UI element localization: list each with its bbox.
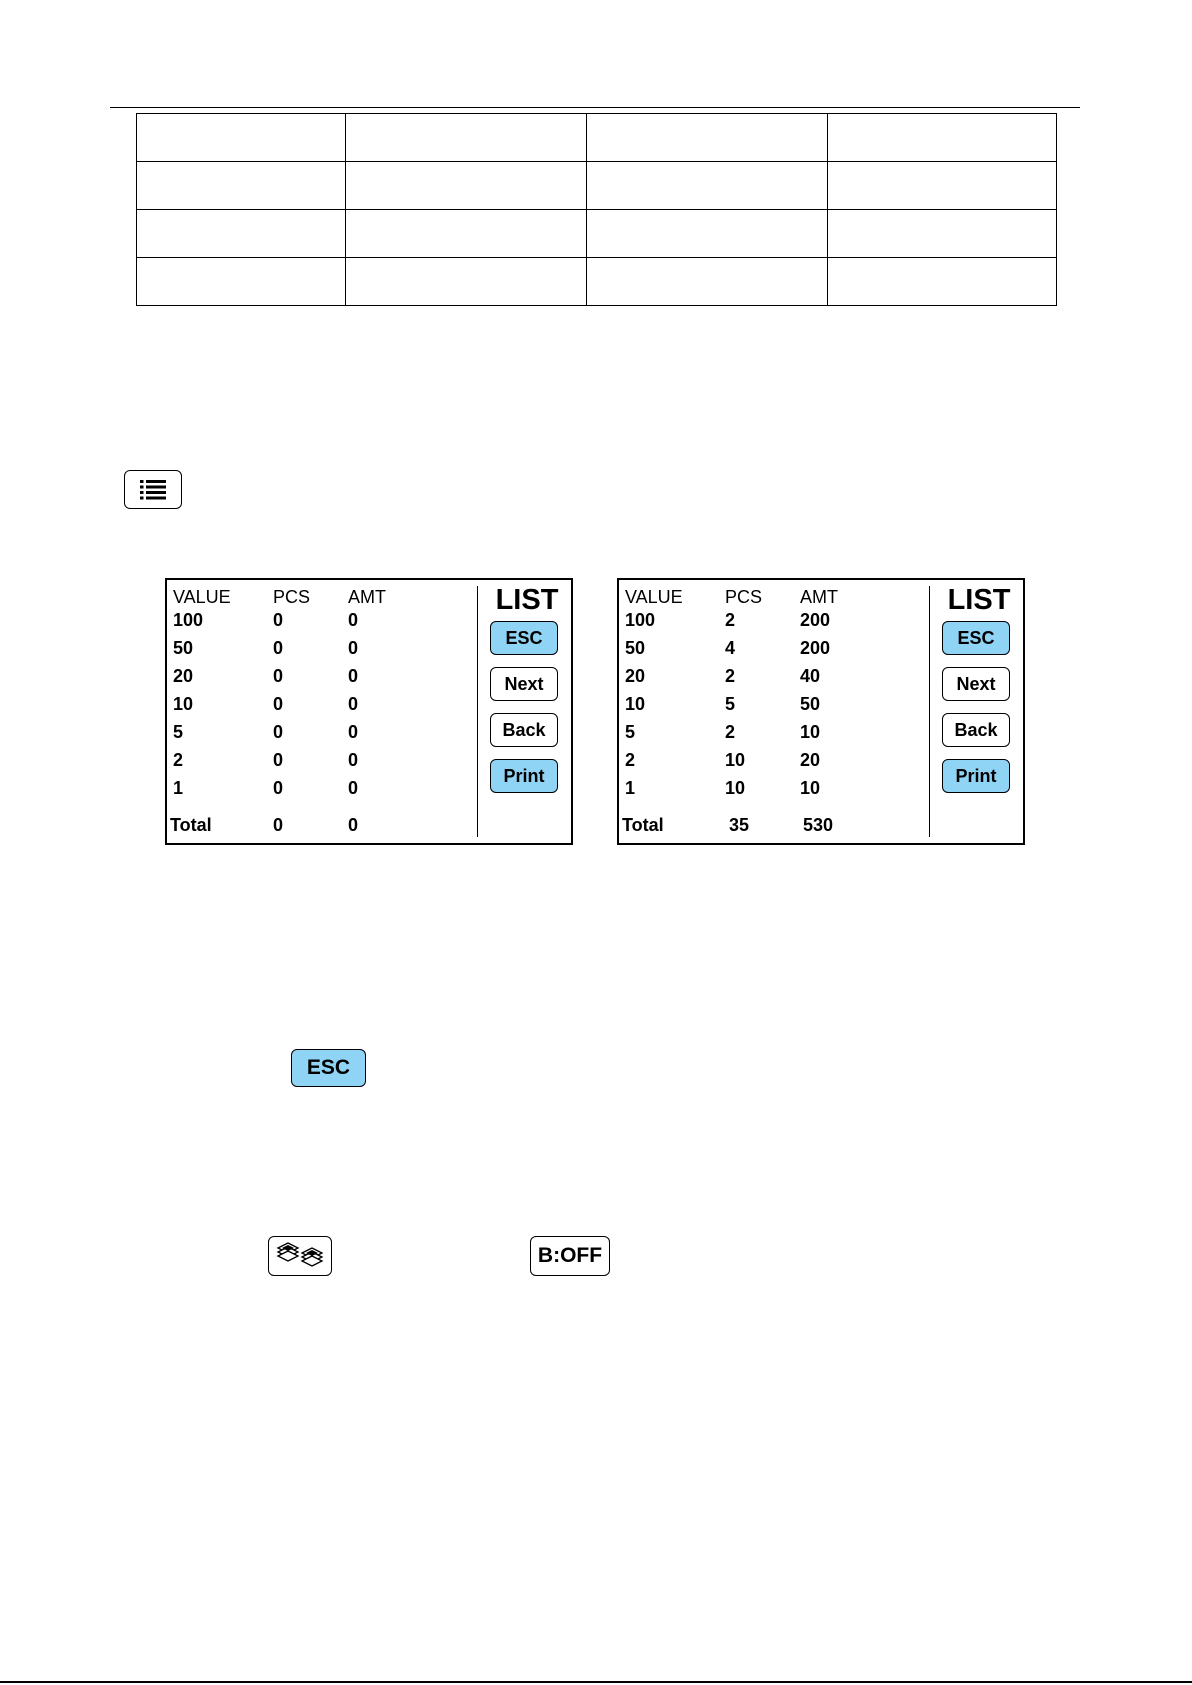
- batch-button[interactable]: [268, 1236, 332, 1276]
- table-row: [137, 258, 1057, 306]
- banknotes-icon: [272, 1239, 328, 1273]
- table-cell: [828, 162, 1057, 210]
- print-button[interactable]: Print: [942, 759, 1010, 793]
- row-pcs: 0: [273, 778, 284, 798]
- panel-divider: [477, 586, 478, 837]
- table-cell: [137, 258, 346, 306]
- row-pcs: 2: [725, 610, 736, 630]
- row-value: 5: [625, 722, 636, 742]
- table-cell: [137, 210, 346, 258]
- next-button[interactable]: Next: [490, 667, 558, 701]
- table-cell: [828, 114, 1057, 162]
- next-button[interactable]: Next: [942, 667, 1010, 701]
- row-pcs: 2: [725, 666, 736, 686]
- row-value: 10: [173, 694, 194, 714]
- list-screen-filled: [617, 578, 1025, 845]
- row-pcs: 10: [725, 778, 746, 798]
- table-cell: [137, 162, 346, 210]
- empty-grid-table: [136, 113, 1057, 306]
- row-pcs: 0: [273, 722, 284, 742]
- table-row: [137, 114, 1057, 162]
- row-pcs: 0: [273, 638, 284, 658]
- row-pcs: 4: [725, 638, 736, 658]
- value-header: VALUE: [625, 587, 683, 607]
- row-amt: 0: [348, 666, 359, 686]
- row-amt: 20: [800, 750, 821, 770]
- row-value: 20: [625, 666, 646, 686]
- row-value: 2: [173, 750, 184, 770]
- row-value: 10: [625, 694, 646, 714]
- list-title: LIST: [495, 584, 559, 616]
- total-label: Total: [622, 815, 664, 835]
- row-value: 50: [625, 638, 646, 658]
- row-amt: 0: [348, 694, 359, 714]
- row-amt: 0: [348, 638, 359, 658]
- row-value: 20: [173, 666, 194, 686]
- row-value: 1: [625, 778, 636, 798]
- print-button[interactable]: Print: [490, 759, 558, 793]
- total-amt: 530: [803, 815, 834, 835]
- back-button[interactable]: Back: [490, 713, 558, 747]
- batch-off-button[interactable]: B:OFF: [530, 1236, 610, 1276]
- table-cell: [587, 114, 828, 162]
- back-button[interactable]: Back: [942, 713, 1010, 747]
- row-amt: 0: [348, 610, 359, 630]
- row-pcs: 0: [273, 610, 284, 630]
- table-row: [137, 162, 1057, 210]
- amt-header: AMT: [348, 587, 386, 607]
- row-amt: 10: [800, 722, 821, 742]
- header-rule: [110, 107, 1080, 108]
- row-amt: 40: [800, 666, 821, 686]
- list-icon: [140, 479, 166, 501]
- table-cell: [587, 210, 828, 258]
- row-pcs: 10: [725, 750, 746, 770]
- table-cell: [828, 258, 1057, 306]
- row-value: 1: [173, 778, 184, 798]
- row-amt: 200: [800, 638, 831, 658]
- row-pcs: 2: [725, 722, 736, 742]
- total-amt: 0: [348, 815, 359, 835]
- table-cell: [587, 258, 828, 306]
- table-cell: [828, 210, 1057, 258]
- list-screen-empty: [165, 578, 573, 845]
- table-row: [137, 210, 1057, 258]
- esc-button[interactable]: ESC: [490, 621, 558, 655]
- table-cell: [346, 258, 587, 306]
- total-pcs: 35: [729, 815, 750, 835]
- value-header: VALUE: [173, 587, 231, 607]
- amt-header: AMT: [800, 587, 838, 607]
- row-amt: 200: [800, 610, 831, 630]
- total-pcs: 0: [273, 815, 284, 835]
- row-amt: 50: [800, 694, 821, 714]
- row-pcs: 0: [273, 750, 284, 770]
- footer-rule: [0, 1681, 1192, 1683]
- esc-button[interactable]: ESC: [291, 1049, 366, 1087]
- row-value: 5: [173, 722, 184, 742]
- list-title: LIST: [947, 584, 1011, 616]
- row-amt: 0: [348, 778, 359, 798]
- table-cell: [346, 210, 587, 258]
- table-cell: [587, 162, 828, 210]
- table-cell: [346, 162, 587, 210]
- table-cell: [346, 114, 587, 162]
- esc-button[interactable]: ESC: [942, 621, 1010, 655]
- panel-divider: [929, 586, 930, 837]
- row-amt: 0: [348, 722, 359, 742]
- pcs-header: PCS: [725, 587, 763, 607]
- row-value: 2: [625, 750, 636, 770]
- row-value: 100: [625, 610, 656, 630]
- total-label: Total: [170, 815, 212, 835]
- row-amt: 0: [348, 750, 359, 770]
- row-value: 50: [173, 638, 194, 658]
- row-value: 100: [173, 610, 204, 630]
- row-amt: 10: [800, 778, 821, 798]
- row-pcs: 5: [725, 694, 736, 714]
- row-pcs: 0: [273, 694, 284, 714]
- row-pcs: 0: [273, 666, 284, 686]
- table-cell: [137, 114, 346, 162]
- pcs-header: PCS: [273, 587, 311, 607]
- list-button[interactable]: [124, 470, 182, 509]
